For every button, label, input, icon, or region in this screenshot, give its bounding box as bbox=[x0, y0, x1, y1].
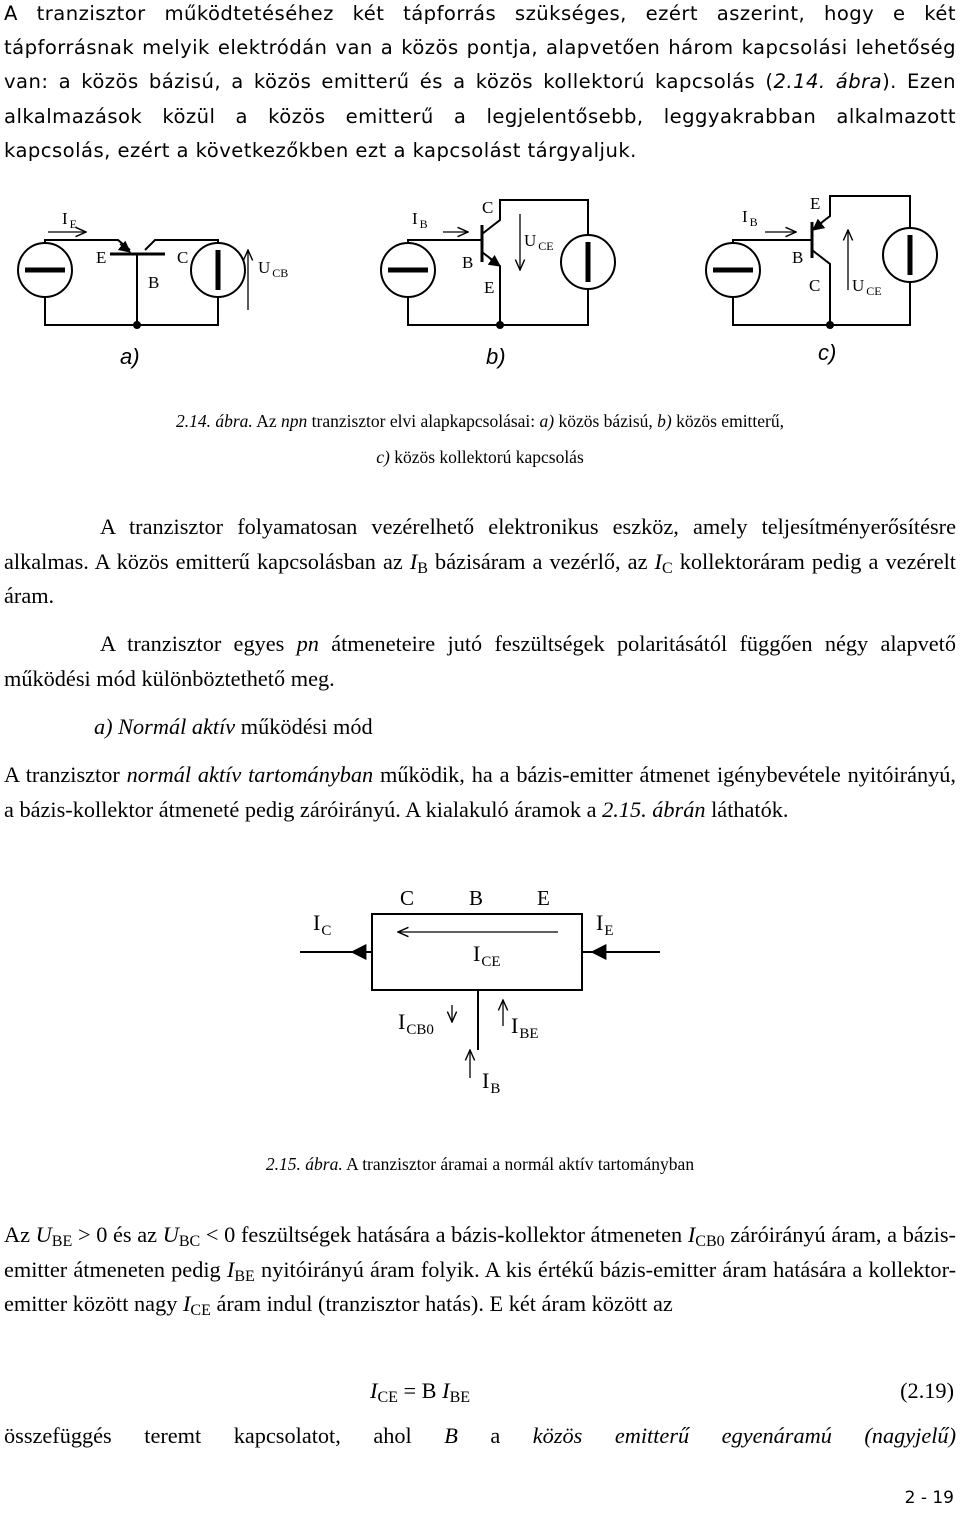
page-number: 2 - 19 bbox=[904, 1488, 954, 1508]
currents-text: Az bbox=[4, 1222, 36, 1247]
figure-2-14-circuits bbox=[0, 190, 960, 380]
final-italic: közös emitterű egyenáramú (nagyjelű) bbox=[532, 1423, 956, 1448]
caption-text: közös kollektorú kapcsolás bbox=[389, 447, 584, 467]
circuit-b-collector-label: C bbox=[482, 198, 494, 217]
circuit-b-left-source bbox=[381, 243, 435, 297]
circuit-c-emitter-label: E bbox=[810, 194, 821, 213]
eq-rhs: I bbox=[442, 1378, 450, 1403]
equation-number: (2.19) bbox=[900, 1378, 954, 1403]
icb0-label: $I_{CB0}$ bbox=[398, 1009, 434, 1038]
ibe-label: $I_{BE}$ bbox=[511, 1013, 539, 1042]
currents-paragraph bbox=[4, 1218, 956, 1322]
caption-number: 2.15. ábra. bbox=[265, 1154, 343, 1174]
final-text: összefüggés teremt kapcsolatot, ahol bbox=[4, 1423, 445, 1448]
section-heading bbox=[94, 710, 894, 745]
active-text: A tranzisztor bbox=[4, 762, 127, 787]
circuit-c-voltage-label: U $_{CE}$ bbox=[852, 276, 882, 298]
active-paragraph bbox=[4, 758, 956, 827]
active-text: működik, ha a bázis-emitter átmenet igénybevétele nyitóirányú, a bázis-kollektor átmeneté pedig záróirányú. A kialakuló áramok a bbox=[4, 762, 956, 822]
control-text: bázisáram a vezérlő, az bbox=[427, 548, 655, 574]
active-text: láthatók. bbox=[705, 796, 789, 822]
circuit-b-right-source bbox=[561, 235, 615, 289]
caption-text: közös bázisú, bbox=[554, 411, 658, 431]
circuit-a-tag: a) bbox=[120, 344, 140, 369]
circuit-c-collector-label: C bbox=[809, 276, 821, 295]
ibe-symbol: I bbox=[226, 1256, 235, 1282]
circuit-a-ground-node bbox=[133, 321, 141, 329]
circuit-c-base-label: B bbox=[792, 248, 804, 267]
control-paragraph bbox=[4, 510, 956, 614]
c-terminal-label: C bbox=[400, 886, 415, 910]
circuit-b-base-label: B bbox=[462, 253, 474, 272]
circuit-a-right-source bbox=[191, 243, 245, 297]
ic-subscript: C bbox=[661, 559, 673, 577]
ubc-symbol: U bbox=[162, 1222, 179, 1247]
control-text: kollektoráram pedig a vezérelt áram. bbox=[4, 548, 956, 609]
circuit-c-current-label: I $_B$ bbox=[742, 207, 758, 229]
ibe-subscript: BE bbox=[234, 1267, 255, 1285]
caption-b: b) bbox=[657, 411, 672, 431]
circuit-a-emitter-label: E bbox=[96, 248, 107, 267]
modes-paragraph bbox=[4, 627, 956, 696]
circuit-b-emitter-label: E bbox=[484, 278, 495, 297]
ubc-subscript: BC bbox=[178, 1233, 201, 1250]
circuit-b-voltage-label: U $_{CE}$ bbox=[524, 231, 554, 253]
circuit-b-current-label: I $_B$ bbox=[412, 209, 428, 231]
ice-symbol: I bbox=[182, 1291, 191, 1317]
ube-symbol: U bbox=[35, 1222, 52, 1247]
circuit-a-base-label: B bbox=[148, 273, 160, 292]
ib-label: $I_B$ bbox=[482, 1068, 501, 1097]
circuit-a-voltage-label: U $_{CB}$ bbox=[258, 258, 289, 280]
heading-italic: a) Normál aktív bbox=[94, 714, 236, 739]
circuit-c-tag: c) bbox=[818, 340, 837, 365]
circuit-b-ground-node bbox=[496, 321, 504, 329]
intro-paragraph bbox=[4, 0, 956, 168]
ib-subscript: B bbox=[417, 559, 428, 577]
modes-text: átmeneteire jutó feszültségek polaritásától függően négy alapvető működési mód különböztethető meg. bbox=[4, 631, 956, 691]
caption-text: közös emitterű, bbox=[671, 411, 784, 431]
caption-text: Az bbox=[252, 411, 281, 431]
currents-text: záróirányú áram, a bázis-emitter átmeneten pedig bbox=[4, 1222, 956, 1282]
circuit-c-ground-node bbox=[826, 321, 834, 329]
circuit-c-left-source bbox=[706, 243, 760, 297]
figure-2-15-currents bbox=[0, 880, 960, 1100]
e-terminal-label: E bbox=[537, 886, 550, 910]
modes-text: A tranzisztor egyes bbox=[100, 631, 297, 656]
icb0-subscript: CB0 bbox=[695, 1233, 725, 1250]
heading-text: működési mód bbox=[235, 714, 373, 739]
currents-text: > 0 és az bbox=[72, 1222, 163, 1247]
pn-term: pn bbox=[296, 631, 319, 656]
circuit-a-left-source bbox=[18, 243, 72, 297]
eq-lhs-sub: CE bbox=[377, 1389, 398, 1406]
currents-text: áram indul (tranzisztor hatás). E két áram között az bbox=[210, 1291, 673, 1317]
caption-text: tranzisztor elvi alapkapcsolásai: bbox=[307, 411, 540, 431]
circuit-c-right-source bbox=[883, 228, 937, 282]
figure-ref: 2.15. ábrán bbox=[602, 796, 706, 822]
intro-figure-ref: 2.14. ábra bbox=[773, 70, 883, 94]
currents-text: nyitóirányú áram folyik. A kis értékű bázis-emitter áram hatására a kollektor-emitter között nagy bbox=[4, 1256, 956, 1317]
figure-2-14-caption bbox=[0, 403, 960, 475]
figure-2-15-caption bbox=[0, 1146, 960, 1182]
caption-c: c) bbox=[376, 447, 390, 467]
caption-a: a) bbox=[539, 411, 555, 431]
intro-text-2: ). Ezen alkalmazások közül a közös emitterű a legjelentősebb, leggyakrabban alkalmazott kapcsolás, ezért a következőkben ezt a kapcsolást tárgyaljuk. bbox=[4, 70, 956, 162]
ube-subscript: BE bbox=[51, 1233, 73, 1250]
caption-text: A tranzisztor áramai a normál aktív tartományban bbox=[342, 1154, 695, 1174]
currents-text: < 0 feszültségek hatására a bázis-kollektor átmeneten bbox=[200, 1222, 688, 1247]
eq-lhs: I bbox=[370, 1378, 378, 1403]
eq-rhs-sub: BE bbox=[449, 1389, 471, 1406]
eq-middle: = B bbox=[397, 1378, 443, 1403]
caption-npn: npn bbox=[281, 411, 308, 431]
circuit-a-current-label: I $_E$ bbox=[62, 209, 78, 231]
ib-symbol: I bbox=[409, 548, 418, 574]
circuit-a-collector-label: C bbox=[177, 248, 189, 267]
final-paragraph bbox=[4, 1419, 956, 1454]
b-symbol: B bbox=[444, 1423, 458, 1448]
ice-label: $I_{CE}$ bbox=[473, 941, 501, 970]
circuit-b-tag: b) bbox=[486, 344, 506, 369]
intro-text-1: A tranzisztor működtetéséhez két tápforrás szükséges, ezért aszerint, hogy e két tápforrásnak melyik elektródán van a közös pontja, alapvetően három kapcsolási lehetőség van: a közös bázisú, a közös emitterű és a közös kollektorú kapcsolás ( bbox=[4, 2, 956, 94]
ice-subscript: CE bbox=[190, 1302, 211, 1320]
control-text: A tranzisztor folyamatosan vezérelhető elektronikus eszköz, amely teljesítményerősítésre alkalmas. A közös emitterű kapcsolásban az bbox=[4, 514, 956, 574]
ic-symbol: I bbox=[654, 548, 662, 574]
final-text: a bbox=[457, 1423, 533, 1448]
ie-label: $I_E$ bbox=[596, 910, 614, 939]
icb0-symbol: I bbox=[687, 1222, 696, 1247]
caption-number: 2.14. ábra. bbox=[175, 411, 253, 431]
ic-label: $I_C$ bbox=[313, 910, 332, 939]
equation-2-19 bbox=[370, 1376, 470, 1406]
b-terminal-label: B bbox=[469, 886, 484, 910]
active-italic: normál aktív tartományban bbox=[126, 762, 374, 787]
